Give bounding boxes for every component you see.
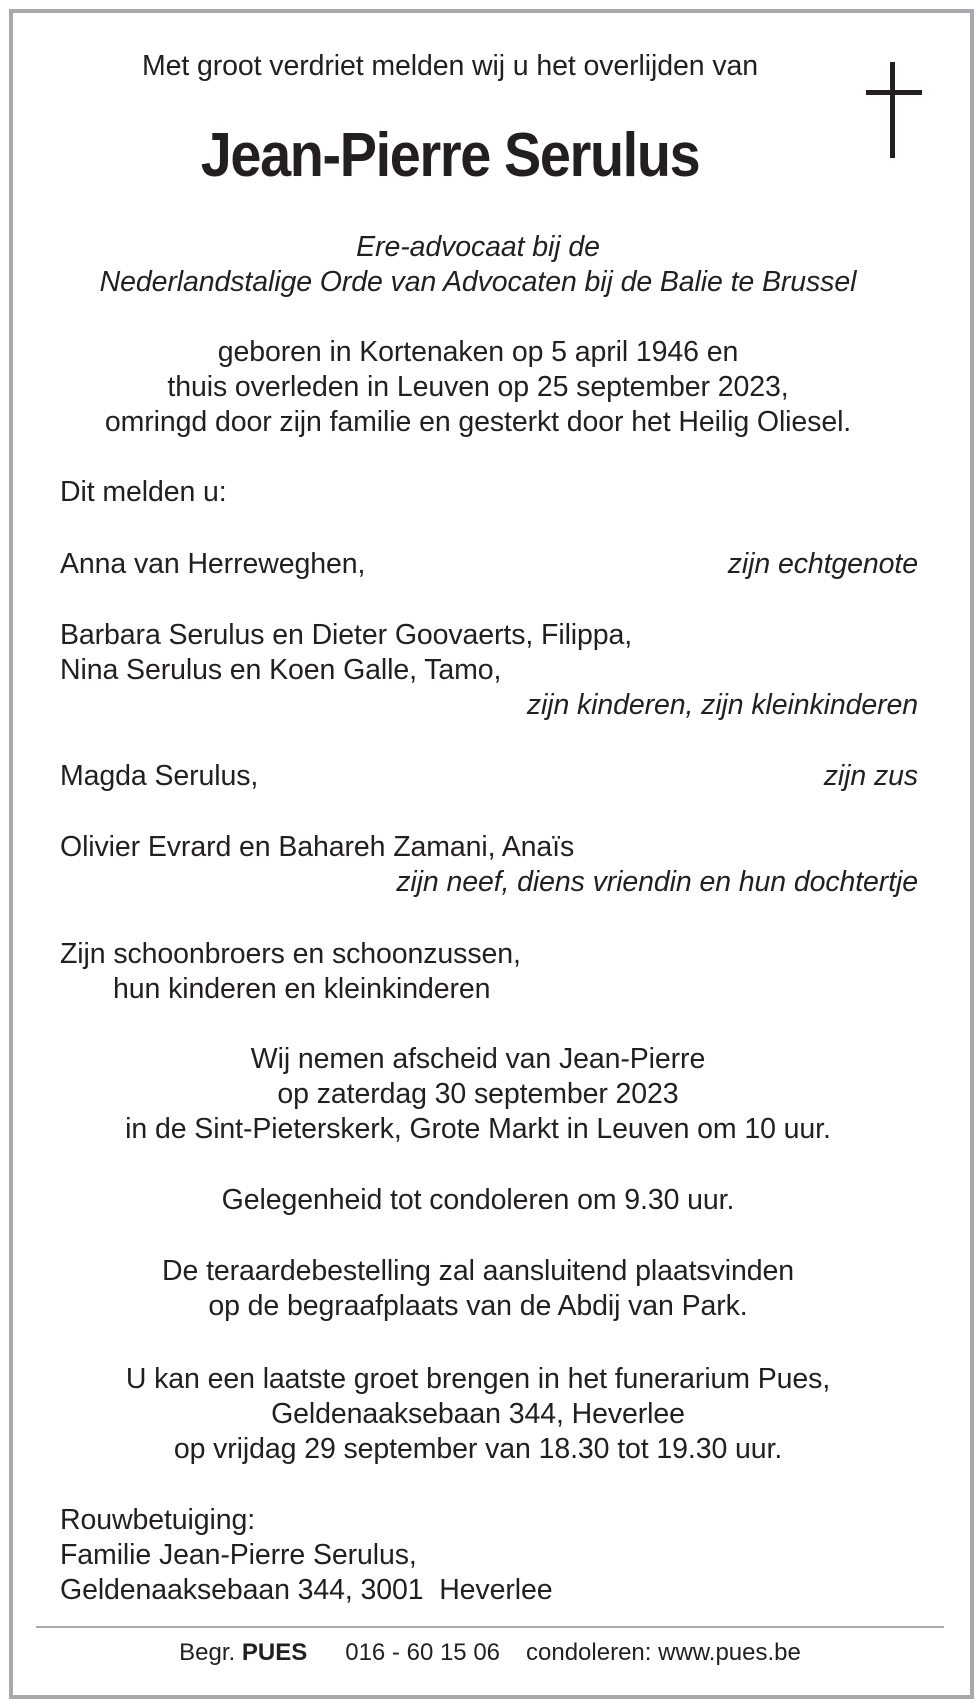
cross-icon	[866, 62, 922, 158]
burial-line-1: De teraardebestelling zal aansluitend plaatsvinden	[162, 1255, 794, 1287]
condolence-time: Gelegenheid tot condoleren om 9.30 uur.	[221, 1184, 735, 1216]
title-line-2: Nederlandstalige Orde van Advocaten bij de Balie te Brussel	[99, 266, 857, 298]
inlaws-line-1: Zijn schoonbroers en schoonzussen,	[60, 938, 521, 970]
mourning-address: Geldenaaksebaan 344, 3001 Heverlee	[60, 1574, 553, 1606]
spouse-relation: zijn echtgenote	[727, 548, 918, 580]
farewell-line-3: in de Sint-Pieterskerk, Grote Markt in Leuven om 10 uur.	[125, 1113, 831, 1145]
undertaker-phone: 016 - 60 15 06	[345, 1639, 501, 1666]
inlaws-line-2: hun kinderen en kleinkinderen	[113, 973, 491, 1005]
undertaker-prefix: Begr.	[179, 1639, 236, 1666]
intro-line: Met groot verdriet melden wij u het overlijden van	[142, 50, 758, 82]
visit-line-2: Geldenaaksebaan 344, Heverlee	[271, 1398, 685, 1430]
condolence-website: condoleren: www.pues.be	[526, 1639, 801, 1666]
farewell-line-1: Wij nemen afscheid van Jean-Pierre	[250, 1043, 706, 1075]
nephew-name: Olivier Evrard en Bahareh Zamani, Anaïs	[60, 831, 575, 863]
burial-line-2: op de begraafplaats van de Abdij van Park.	[208, 1290, 748, 1322]
undertaker-name: PUES	[241, 1639, 308, 1666]
visit-line-1: U kan een laatste groet brengen in het funerarium Pues,	[125, 1363, 831, 1395]
sister-relation: zijn zus	[823, 760, 918, 792]
life-line-1: geboren in Kortenaken op 5 april 1946 en	[217, 336, 739, 368]
visit-line-3: op vrijdag 29 september van 18.30 tot 19.30 uur.	[173, 1433, 783, 1465]
footer-bar	[0, 1636, 980, 1670]
footer-divider	[36, 1626, 944, 1628]
announce-label: Dit melden u:	[60, 476, 227, 508]
sister-name: Magda Serulus,	[60, 760, 259, 792]
deceased-name: Jean-Pierre Serulus	[200, 121, 700, 190]
children-line-1: Barbara Serulus en Dieter Goovaerts, Filippa,	[60, 619, 633, 651]
nephew-relation: zijn neef, diens vriendin en hun dochtertje	[396, 866, 918, 898]
life-line-3: omringd door zijn familie en gesterkt door het Heilig Oliesel.	[104, 406, 852, 438]
title-line-1: Ere-advocaat bij de	[356, 231, 600, 263]
life-line-2: thuis overleden in Leuven op 25 september 2023,	[167, 371, 789, 403]
mourning-label: Rouwbetuiging:	[60, 1504, 256, 1536]
mourning-family: Familie Jean-Pierre Serulus,	[60, 1539, 417, 1571]
farewell-line-2: op zaterdag 30 september 2023	[277, 1078, 679, 1110]
children-line-2: Nina Serulus en Koen Galle, Tamo,	[60, 654, 502, 686]
spouse-name: Anna van Herreweghen,	[60, 548, 366, 580]
children-relation: zijn kinderen, zijn kleinkinderen	[526, 689, 918, 721]
